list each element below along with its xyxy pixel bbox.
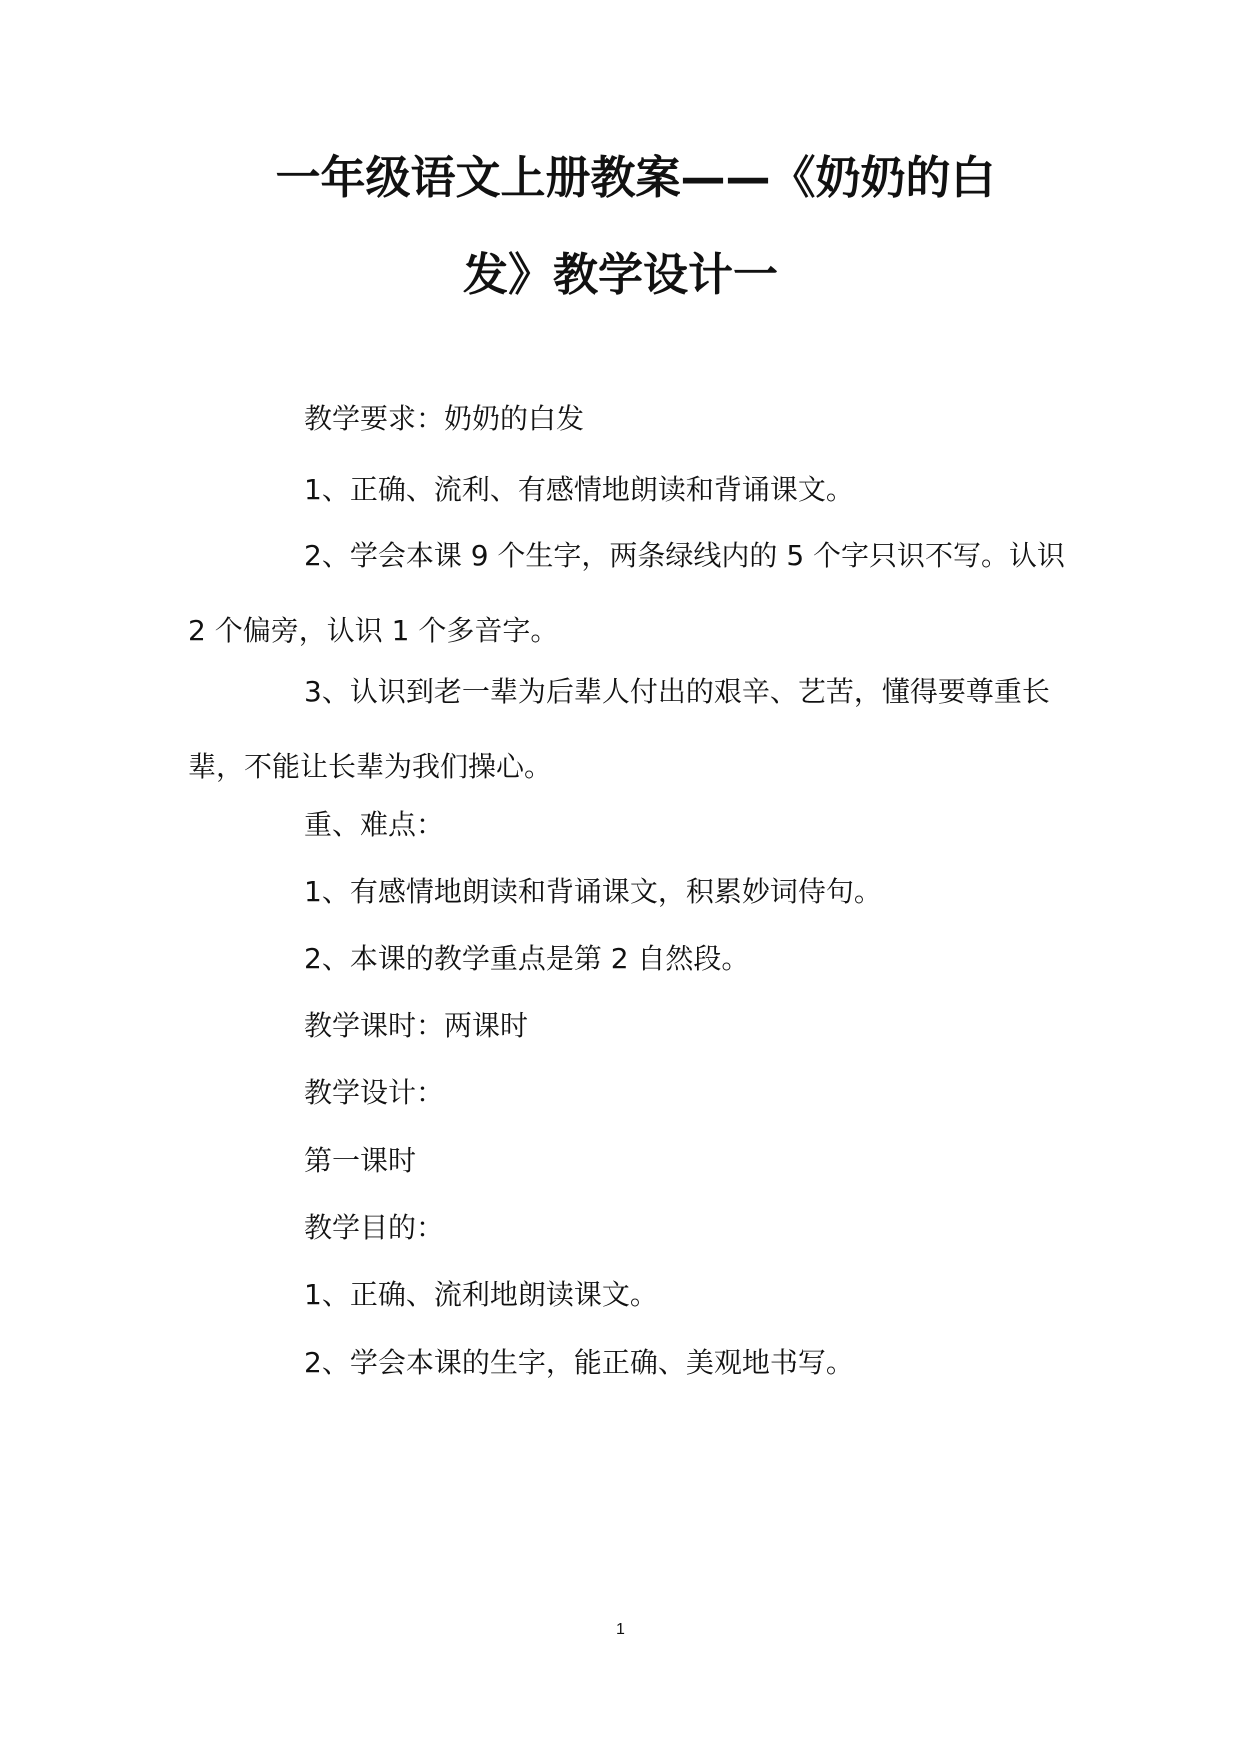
paragraph-key-points-heading: 重、难点： bbox=[304, 808, 445, 841]
page-number: 1 bbox=[616, 1621, 625, 1638]
paragraph-key-point-1: 1、有感情地朗读和背诵课文，积累妙词侍句。 bbox=[304, 875, 882, 908]
paragraph-purpose-2: 2、学会本课的生字，能正确、美观地书写。 bbox=[304, 1346, 854, 1379]
paragraph-purpose-1: 1、正确、流利地朗读课文。 bbox=[304, 1278, 658, 1311]
paragraph-class-hours: 教学课时：两课时 bbox=[304, 1009, 529, 1042]
paragraph-teaching-design: 教学设计： bbox=[304, 1076, 445, 1109]
paragraph-first-lesson: 第一课时 bbox=[304, 1144, 417, 1177]
document-title-line-2: 发》教学设计一 bbox=[462, 248, 778, 301]
paragraph-teaching-requirements: 教学要求：奶奶的白发 bbox=[304, 402, 585, 435]
paragraph-teaching-purpose: 教学目的： bbox=[304, 1211, 445, 1244]
paragraph-key-point-2: 2、本课的教学重点是第 2 自然段。 bbox=[304, 942, 750, 975]
paragraph-requirement-3: 3、认识到老一辈为后辈人付出的艰辛、艺苦，懂得要尊重长辈，不能让长辈为我们操心。 bbox=[188, 675, 1050, 783]
paragraph-requirement-2: 2、学会本课 9 个生字，两条绿线内的 5 个字只识不写。认识 2 个偏旁，认识 1 个多音字。 bbox=[188, 539, 1066, 647]
document-title-line-1: 一年级语文上册教案——《奶奶的白 bbox=[275, 151, 996, 204]
paragraph-requirement-1: 1、正确、流利、有感情地朗读和背诵课文。 bbox=[304, 473, 854, 506]
